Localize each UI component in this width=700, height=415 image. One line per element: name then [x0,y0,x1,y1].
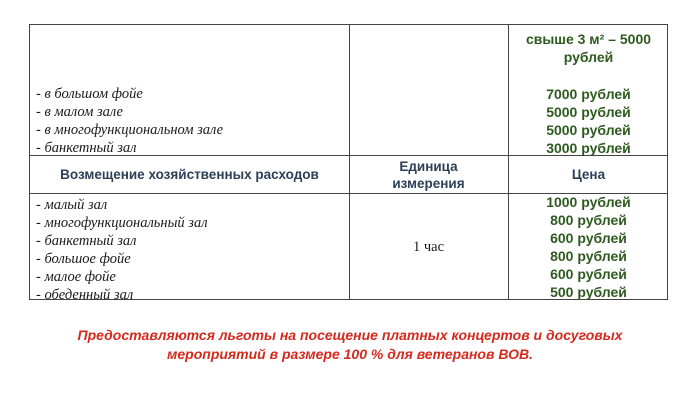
header-expenses [30,156,349,193]
list-item: - в большом фойе [36,86,143,102]
price-value: 1000 рублей [546,194,631,210]
lower-price-list [508,193,669,301]
list-item: - многофункциональный зал [36,215,208,231]
header-price [508,156,669,193]
price-value: 500 рублей [550,284,627,300]
price-value: 3000 рублей [546,140,631,156]
list-item: - малое фойе [36,269,116,285]
upper-venue-list [36,85,223,157]
price-value: 600 рублей [550,266,627,282]
list-item: - большое фойе [36,251,131,267]
price-value: 5000 рублей [546,104,631,120]
list-item: - в малом зале [36,104,123,120]
lower-venue-list [36,196,208,304]
price-value: 800 рублей [550,248,627,264]
list-item: - в многофункциональном зале [36,122,224,138]
list-item: - малый зал [36,197,108,213]
veterans-benefit-note [0,326,700,364]
list-item: - обеденный зал [36,287,134,303]
price-table [29,24,668,303]
note-line: Предоставляются льготы на посещение платных концертов и досуговых [77,327,623,343]
header-unit-line: измерения [392,175,465,191]
price-header-line: свыше 3 м² – 5000 [525,31,652,47]
price-value: 800 рублей [550,212,627,228]
upper-price-list [508,85,669,157]
unit-cell [349,194,508,301]
price-value: 5000 рублей [546,122,631,138]
note-line: мероприятий в размере 100 % для ветеранов ВОВ. [167,346,533,362]
price-header-line: рублей [563,49,614,65]
list-item: - банкетный зал [36,233,137,249]
price-value: 7000 рублей [546,86,631,102]
header-unit [349,156,508,193]
unit-value: 1 час [412,239,445,255]
list-item: - банкетный зал [36,140,137,156]
header-price-label: Цена [571,167,606,182]
header-expenses-label: Возмещение хозяйственных расходов [60,167,319,182]
upper-price-header [508,30,669,66]
price-value: 600 рублей [550,230,627,246]
header-unit-line: Единица [399,158,458,174]
